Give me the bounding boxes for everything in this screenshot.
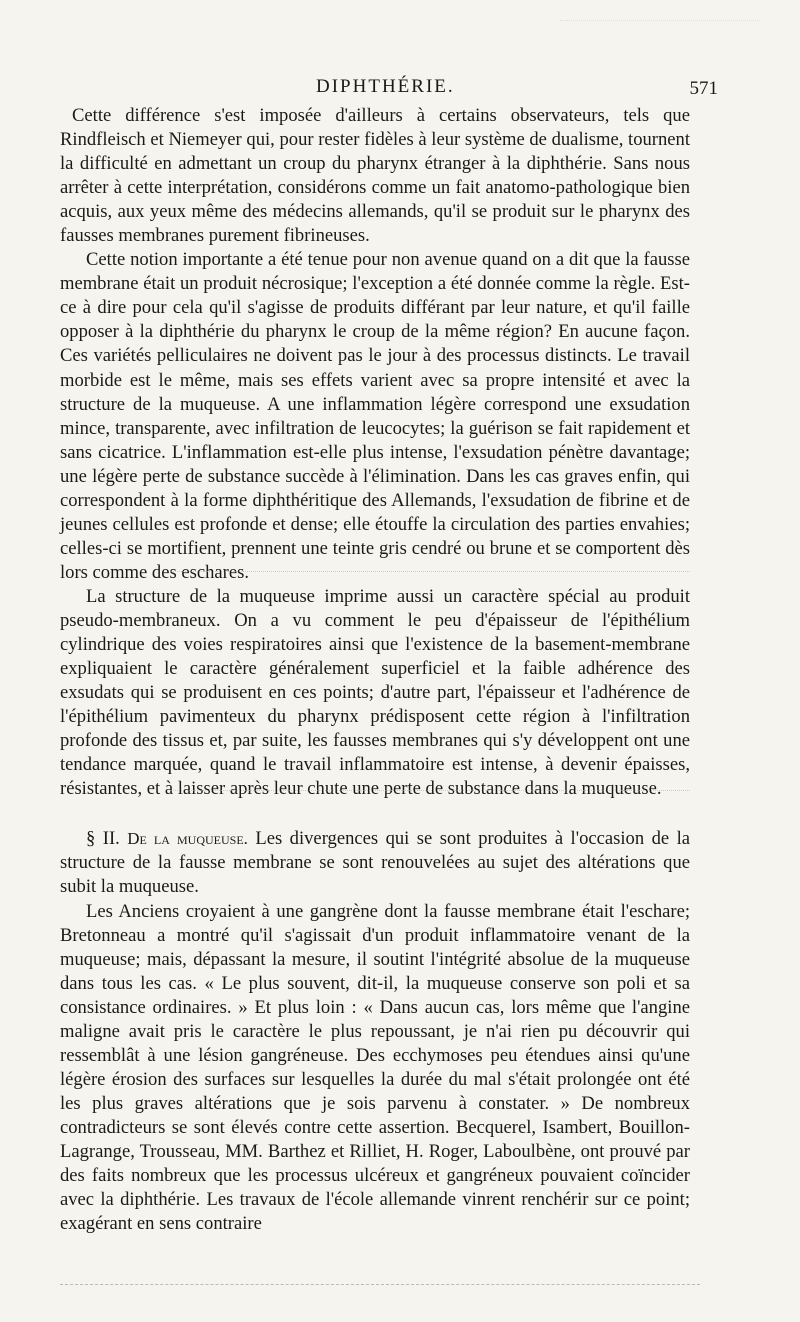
- paragraph-5: Les Anciens croyaient à une gangrène dont la fausse membrane était l'eschare; Bretonneau a montré qu'il s'agissait d'un produit inflammatoire venant de la muqueuse; mais, dépassant la mesure, il soutint l'intégrité absolue de la muqueuse dans tous les cas. « Le plus souvent, dit-il, la muqueuse conserve son poli et sa consistance ordinaires. » Et plus loin : « Dans aucun cas, lors même que l'angine maligne avait pris le caractère le plus repoussant, je n'ai rien pu découvrir qui ressemblât à une lésion gangréneuse. Des ecchymoses peu étendues ainsi qu'une légère érosion des surfaces sur lesquelles la durée du mal s'était prolongée ont été les plus graves altérations que je sois parvenu à constater. » De nombreux contradicteurs se sont élevés contre cette assertion. Becquerel, Isambert, Bouillon-Lagrange, Trousseau, MM. Barthez et Rilliet, H. Roger, Laboulbène, ont prouvé par des faits nombreux que les processus ulcéreux et gangréneux pouvaient coïncider avec la diphthérie. Les travaux de l'école allemande vinrent renchérir sur ce point; exagérant en sens contraire: [60, 900, 690, 1235]
- bleed-through-line: [170, 571, 690, 578]
- bleed-through-line: [170, 790, 690, 797]
- section-paragraph: [60, 827, 690, 899]
- scan-speckles: [560, 20, 760, 41]
- section-gap: [60, 801, 690, 827]
- section-paragraph-text: Les divergences qui se sont produites à l'occasion de la structure de la fausse membrane se sont renouvelées au sujet des altérations que subit la muqueuse.: [60, 828, 691, 898]
- page-header: [60, 74, 720, 104]
- paragraph-1: Cette différence s'est imposée d'ailleurs à certains observateurs, tels que Rindfleisch et Niemeyer qui, pour rester fidèles à leur système de dualisme, tournent la difficulté en admettant un croup du pharynx étranger à la diphthérie. Sans nous arrêter à cette interprétation, considérons comme un fait anatomo-pathologique bien acquis, aux yeux même des médecins allemands, qu'il se produit sur le pharynx des fausses membranes purement fibrineuses.: [60, 105, 690, 247]
- footer-bleed-through: [60, 1284, 700, 1287]
- section-title: De la muqueuse.: [127, 829, 248, 849]
- paragraph-2: Cette notion importante a été tenue pour non avenue quand on a dit que la fausse membrane était un produit nécrosique; l'exception a été donnée comme la règle. Est-ce à dire pour cela qu'il s'agisse de produits différant par leur nature, et qu'il faille opposer à la diphthérie du pharynx le croup de la même région? En aucune façon. Ces variétés pelliculaires ne doivent pas le jour à des processus distincts. Le travail morbide est le même, mais ses effets varient avec sa propre intensité et avec la structure de la muqueuse. A une inflammation légère correspond une exsudation mince, transparente, avec infiltration de leucocytes; la guérison se fait rapidement et sans cicatrice. L'inflammation est-elle plus intense, l'exsudation pénètre davantage; une légère perte de substance succède à l'élimination. Dans les cas graves enfin, qui correspondent à la forme diphthéritique des Allemands, l'exsudation de fibrine et de jeunes cellules est profonde et dense; elle étouffe la circulation des parties envahies; celles-ci se mortifient, prennent une teinte gris cendré ou brune et se comportent dès lors comme des eschares.: [60, 249, 690, 583]
- page-number: 571: [689, 78, 718, 99]
- section-label: § II.: [86, 828, 120, 850]
- paragraph-3: La structure de la muqueuse imprime aussi un caractère spécial au produit pseudo-membraneux. On a vu comment le peu d'épaisseur de l'épithélium cylindrique des voies respiratoires ainsi que l'existence de la basement-membrane expliquaient le caractère généralement superficiel et la faible adhérence des exsudats qui se produisent en ces points; d'autre part, l'épaisseur et l'adhérence de l'épithélium pavimenteux du pharynx prédisposent cette région à l'infiltration profonde des tissus et, par suite, les fausses membranes qui s'y développent ont une tendance marquée, quand le travail inflammatoire est intense, à devenir épaisses, résistantes, et à laisser après leur chute une perte de substance dans la muqueuse.: [60, 585, 690, 800]
- running-title: DIPHTHÉRIE.: [316, 76, 455, 97]
- body-text: [60, 104, 690, 1236]
